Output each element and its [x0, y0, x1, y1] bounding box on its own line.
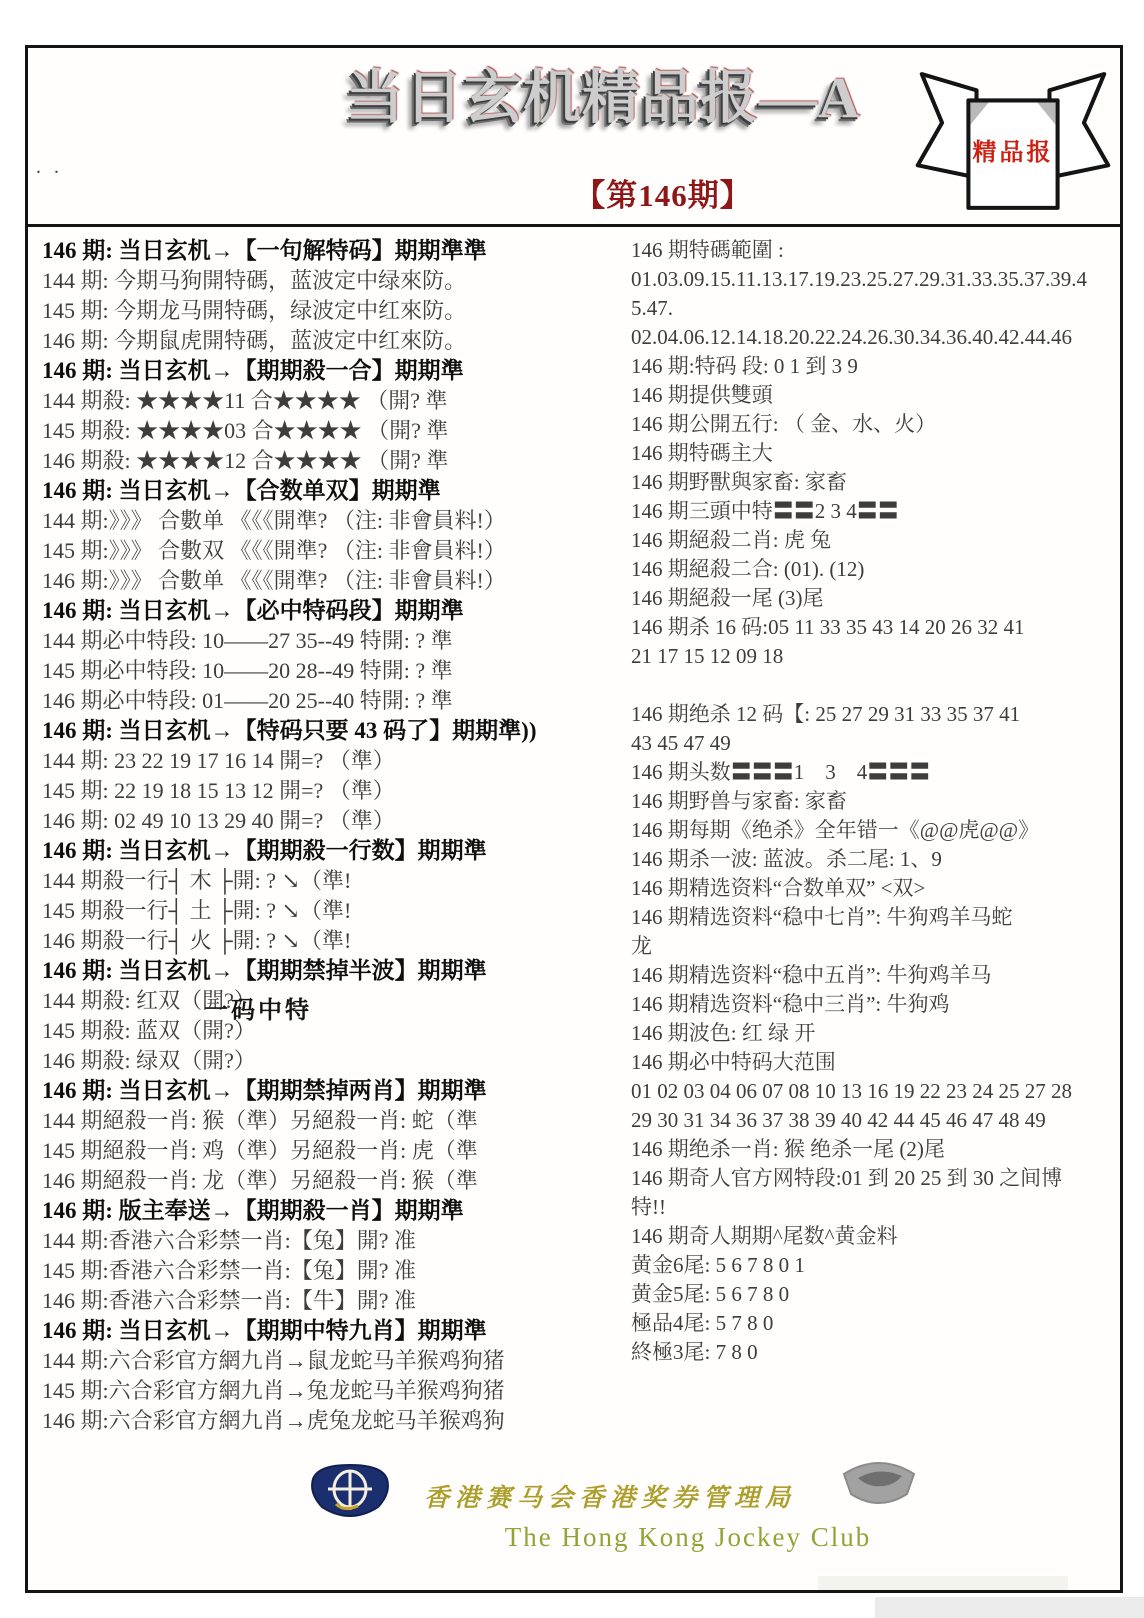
report-line: 146 期絕殺一尾 (3)尾	[631, 586, 824, 610]
report-line: 146 期必中特码大范围	[631, 1050, 836, 1074]
report-line: 146 期杀一波: 蓝波。杀二尾: 1、9	[631, 847, 942, 871]
report-line: 146 期精选资料“合数单双” <双>	[631, 876, 926, 900]
report-line: 146 期波色: 红 绿 开	[631, 1021, 816, 1045]
jockey-club-emblem-icon	[306, 1462, 394, 1518]
report-line: 29 30 31 34 36 37 38 39 40 42 44 45 46 47 48 49	[631, 1108, 1046, 1132]
report-line: 146 期: 当日玄机→【期期中特九肖】期期準	[42, 1318, 487, 1343]
report-line: 146 期: 当日玄机→【合数单双】期期準	[42, 478, 441, 503]
report-line: 145 期必中特段: 10——20 28--49 特開: ? 準	[42, 658, 453, 683]
report-line: 144 期必中特段: 10——27 35--49 特開: ? 準	[42, 628, 453, 653]
report-line: 146 期每期《绝杀》全年错一《@@虎@@》	[631, 818, 1040, 842]
report-line: 145 期殺: 蓝双（開?）	[42, 1018, 256, 1043]
report-line: 黄金5尾: 5 6 7 8 0	[631, 1282, 790, 1306]
report-line: 145 期:六合彩官方網九肖→兔龙蛇马羊猴鸡狗猪	[42, 1378, 505, 1403]
ribbon-label: 精品报	[972, 140, 1054, 166]
report-line: 145 期: 22 19 18 15 13 12 開=? （準）	[42, 778, 395, 803]
report-line: 146 期: 当日玄机→【期期禁掉半波】期期準	[42, 958, 487, 983]
report-line: 144 期:六合彩官方網九肖→鼠龙蛇马羊猴鸡狗猪	[42, 1348, 505, 1373]
page-title: 当日玄机精品报—A	[346, 65, 861, 130]
report-line: 146 期绝杀一肖: 猴 绝杀一尾 (2)尾	[631, 1137, 945, 1161]
report-line: 144 期殺: 红双（開?）	[42, 988, 256, 1013]
report-line: 極品4尾: 5 7 8 0	[631, 1311, 774, 1335]
handwritten-note: 一码中特	[204, 998, 312, 1024]
report-line: 146 期三頭中特〓〓2 3 4〓〓	[631, 499, 899, 523]
report-line: 146 期野兽与家畜: 家畜	[631, 789, 847, 813]
report-line: 146 期:六合彩官方網九肖→虎兔龙蛇马羊猴鸡狗	[42, 1408, 505, 1433]
report-line: 146 期絕殺二合: (01). (12)	[631, 557, 865, 581]
report-line: 146 期絕殺二肖: 虎 兔	[631, 528, 832, 552]
report-line: 144 期殺一行┤ 木 ├開: ? ↘（準!	[42, 868, 352, 893]
report-line: 146 期野獸與家畜: 家畜	[631, 470, 847, 494]
report-line: 144 期殺: ★★★★11 合★★★★ （開? 準	[42, 388, 448, 413]
report-line: 146 期提供雙頭	[631, 383, 773, 407]
report-line: 146 期絕殺一肖: 龙（準）另絕殺一肖: 猴（準	[42, 1168, 478, 1193]
report-line: 146 期: 版主奉送→【期期殺一肖】期期準	[42, 1198, 464, 1223]
report-line: 144 期: 23 22 19 17 16 14 開=? （準）	[42, 748, 395, 773]
report-line: 145 期: 今期龙马開特碼，绿波定中红來防。	[42, 298, 467, 323]
footer-english-caption: The Hong Kong Jockey Club	[504, 1522, 872, 1552]
report-line: 146 期绝杀 12 码【: 25 27 29 31 33 35 37 41	[631, 702, 1021, 726]
ribbon-banner	[910, 66, 1116, 218]
report-line: 146 期特碼主大	[631, 441, 773, 465]
report-line: 144 期絕殺一肖: 猴（準）另絕殺一肖: 蛇（準	[42, 1108, 478, 1133]
report-line: 01 02 03 04 06 07 08 10 13 16 19 22 23 24 25 27 28	[631, 1079, 1072, 1103]
main-content	[28, 230, 1120, 1590]
scan-artifact	[818, 1576, 1068, 1590]
report-line: 146 期奇人期期^尾数^黄金料	[631, 1224, 898, 1248]
report-line: 5.47.	[631, 296, 673, 320]
scan-artifact	[875, 1597, 1144, 1618]
report-line: 145 期:香港六合彩禁一肖:【兔】開? 准	[42, 1258, 416, 1283]
report-line: 146 期: 02 49 10 13 29 40 開=? （準）	[42, 808, 395, 833]
report-line: 146 期殺一行┤ 火 ├開: ? ↘（準!	[42, 928, 352, 953]
corner-marks: . .	[36, 156, 63, 178]
report-line: 146 期:特码 段: 0 1 到 3 9	[631, 354, 858, 378]
report-line: 21 17 15 12 09 18	[631, 644, 784, 668]
report-line: 146 期: 当日玄机→【一句解特码】期期準準	[42, 238, 487, 263]
report-line: 146 期殺: 绿双（開?）	[42, 1048, 256, 1073]
report-line: 146 期: 当日玄机→【特码只要 43 码了】期期準))	[42, 718, 537, 743]
report-line: 146 期: 当日玄机→【期期殺一合】期期準	[42, 358, 464, 383]
report-line: 146 期必中特段: 01——20 25--40 特開: ? 準	[42, 688, 453, 713]
report-line: 龙	[631, 934, 652, 958]
report-line: 145 期絕殺一肖: 鸡（準）另絕殺一肖: 虎（準	[42, 1138, 478, 1163]
report-line: 146 期:》》》 合數单 《《《開準? （注: 非會員料!）	[42, 568, 506, 593]
jockey-club-seal-icon	[840, 1458, 918, 1512]
report-line: 146 期: 当日玄机→【必中特码段】期期準	[42, 598, 464, 623]
report-line: 146 期奇人官方网特段:01 到 20 25 到 30 之间博	[631, 1166, 1063, 1190]
issue-number: 【第146期】	[574, 178, 752, 213]
report-line: 黄金6尾: 5 6 7 8 0 1	[631, 1253, 805, 1277]
report-line: 144 期: 今期马狗開特碼，蓝波定中绿來防。	[42, 268, 467, 293]
footer-chinese-caption: 香港赛马会香港奖券管理局	[423, 1485, 796, 1512]
report-line: 144 期:》》》 合數单 《《《開準? （注: 非會員料!）	[42, 508, 506, 533]
report-line: 01.03.09.15.11.13.17.19.23.25.27.29.31.33.35.37.39.4	[631, 267, 1087, 291]
report-line: 146 期公開五行: （ 金、水、火）	[631, 412, 937, 436]
left-column	[42, 236, 634, 1436]
report-line: 146 期殺: ★★★★12 合★★★★ （開? 準	[42, 448, 449, 473]
report-line: 146 期特碼範圍 :	[631, 238, 784, 262]
report-line: 146 期:香港六合彩禁一肖:【牛】開? 准	[42, 1288, 416, 1313]
report-line: 145 期:》》》 合數双 《《《開準? （注: 非會員料!）	[42, 538, 506, 563]
report-line: 145 期殺一行┤ 土 ├開: ? ↘（準!	[42, 898, 352, 923]
report-line: 146 期精选资料“稳中七肖”: 牛狗鸡羊马蛇	[631, 905, 1013, 929]
report-line: 146 期: 当日玄机→【期期殺一行数】期期準	[42, 838, 487, 863]
report-line: 146 期: 当日玄机→【期期禁掉两肖】期期準	[42, 1078, 487, 1103]
report-line: 43 45 47 49	[631, 731, 731, 755]
report-line: 02.04.06.12.14.18.20.22.24.26.30.34.36.40.42.44.46	[631, 325, 1072, 349]
masthead	[28, 48, 1120, 227]
report-line: 146 期杀 16 码:05 11 33 35 43 14 20 26 32 41	[631, 615, 1025, 639]
report-line: 146 期精选资料“稳中三肖”: 牛狗鸡	[631, 992, 950, 1016]
report-line: 146 期: 今期鼠虎開特碼，蓝波定中红來防。	[42, 328, 467, 353]
tip-sheet-page	[25, 45, 1123, 1593]
report-line: 終極3尾: 7 8 0	[631, 1340, 758, 1364]
report-line: 144 期:香港六合彩禁一肖:【兔】開? 准	[42, 1228, 416, 1253]
report-line: 145 期殺: ★★★★03 合★★★★ （開? 準	[42, 418, 449, 443]
report-line: 特!!	[631, 1195, 666, 1219]
report-line	[631, 671, 1115, 700]
right-column	[631, 236, 1115, 1367]
report-line: 146 期头数〓〓〓1 3 4〓〓〓	[631, 760, 931, 784]
report-line: 146 期精选资料“稳中五肖”: 牛狗鸡羊马	[631, 963, 992, 987]
